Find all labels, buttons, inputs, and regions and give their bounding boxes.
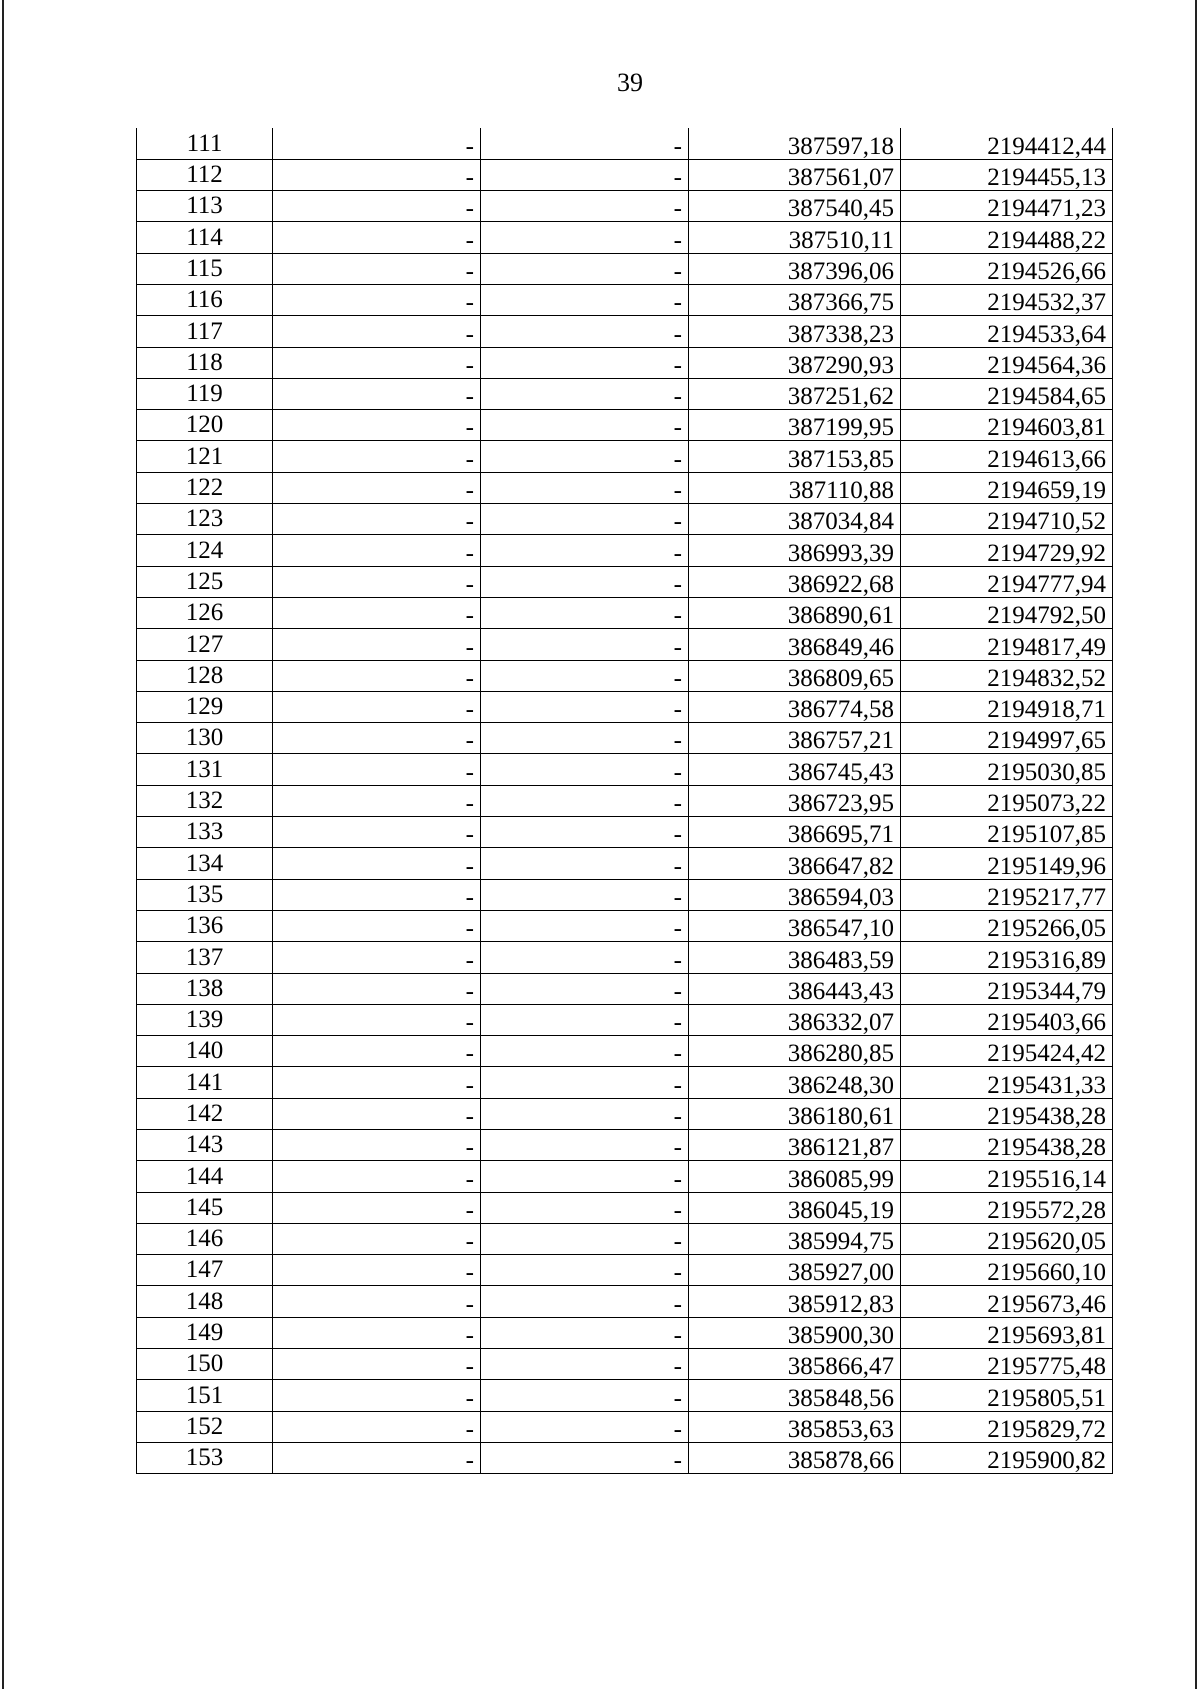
x-coordinate-cell: 385866,47 xyxy=(689,1349,901,1380)
point-number-cell: 133 xyxy=(137,817,273,848)
x-coordinate-cell: 386757,21 xyxy=(689,723,901,754)
x-coordinate-cell: 387597,18 xyxy=(689,128,901,159)
point-number-cell: 135 xyxy=(137,879,273,910)
table-row xyxy=(137,660,1113,691)
table-row xyxy=(137,472,1113,503)
table-row xyxy=(137,754,1113,785)
x-coordinate-cell: 386280,85 xyxy=(689,1036,901,1067)
table-row xyxy=(137,1349,1113,1380)
x-coordinate-cell: 386695,71 xyxy=(689,817,901,848)
x-coordinate-cell: 387366,75 xyxy=(689,284,901,315)
x-coordinate-cell: 386085,99 xyxy=(689,1161,901,1192)
empty-value-cell-2: - xyxy=(481,128,689,159)
table-row xyxy=(137,1442,1113,1473)
table-row xyxy=(137,1380,1113,1411)
empty-value-cell-2: - xyxy=(481,1349,689,1380)
y-coordinate-cell: 2195572,28 xyxy=(901,1192,1113,1223)
table-row xyxy=(137,848,1113,879)
empty-value-cell-2: - xyxy=(481,441,689,472)
point-number-cell: 120 xyxy=(137,410,273,441)
table-row xyxy=(137,222,1113,253)
empty-value-cell-2: - xyxy=(481,629,689,660)
empty-value-cell-2: - xyxy=(481,1161,689,1192)
point-number-cell: 150 xyxy=(137,1349,273,1380)
table-row xyxy=(137,629,1113,660)
point-number-cell: 117 xyxy=(137,316,273,347)
point-number-cell: 151 xyxy=(137,1380,273,1411)
y-coordinate-cell: 2195516,14 xyxy=(901,1161,1113,1192)
empty-value-cell-2: - xyxy=(481,284,689,315)
y-coordinate-cell: 2194471,23 xyxy=(901,191,1113,222)
y-coordinate-cell: 2194817,49 xyxy=(901,629,1113,660)
y-coordinate-cell: 2195424,42 xyxy=(901,1036,1113,1067)
empty-value-cell-2: - xyxy=(481,191,689,222)
x-coordinate-cell: 386774,58 xyxy=(689,691,901,722)
y-coordinate-cell: 2195438,28 xyxy=(901,1130,1113,1161)
empty-value-cell-1: - xyxy=(273,284,481,315)
y-coordinate-cell: 2195431,33 xyxy=(901,1067,1113,1098)
point-number-cell: 143 xyxy=(137,1130,273,1161)
x-coordinate-cell: 386443,43 xyxy=(689,973,901,1004)
table-row xyxy=(137,597,1113,628)
x-coordinate-cell: 386849,46 xyxy=(689,629,901,660)
point-number-cell: 136 xyxy=(137,910,273,941)
empty-value-cell-1: - xyxy=(273,1380,481,1411)
table-row xyxy=(137,284,1113,315)
empty-value-cell-1: - xyxy=(273,848,481,879)
y-coordinate-cell: 2194532,37 xyxy=(901,284,1113,315)
point-number-cell: 139 xyxy=(137,1004,273,1035)
empty-value-cell-2: - xyxy=(481,410,689,441)
empty-value-cell-1: - xyxy=(273,910,481,941)
empty-value-cell-1: - xyxy=(273,1442,481,1473)
empty-value-cell-2: - xyxy=(481,848,689,879)
empty-value-cell-2: - xyxy=(481,222,689,253)
empty-value-cell-1: - xyxy=(273,691,481,722)
empty-value-cell-1: - xyxy=(273,1317,481,1348)
table-row xyxy=(137,1098,1113,1129)
table-row xyxy=(137,910,1113,941)
empty-value-cell-1: - xyxy=(273,504,481,535)
empty-value-cell-2: - xyxy=(481,1411,689,1442)
y-coordinate-cell: 2194603,81 xyxy=(901,410,1113,441)
point-number-cell: 140 xyxy=(137,1036,273,1067)
y-coordinate-cell: 2194729,92 xyxy=(901,535,1113,566)
point-number-cell: 118 xyxy=(137,347,273,378)
x-coordinate-cell: 386809,65 xyxy=(689,660,901,691)
empty-value-cell-1: - xyxy=(273,973,481,1004)
y-coordinate-cell: 2194564,36 xyxy=(901,347,1113,378)
table-row xyxy=(137,1255,1113,1286)
point-number-cell: 153 xyxy=(137,1442,273,1473)
y-coordinate-cell: 2194584,65 xyxy=(901,378,1113,409)
point-number-cell: 152 xyxy=(137,1411,273,1442)
point-number-cell: 134 xyxy=(137,848,273,879)
y-coordinate-cell: 2195403,66 xyxy=(901,1004,1113,1035)
y-coordinate-cell: 2195693,81 xyxy=(901,1317,1113,1348)
page-border-left xyxy=(2,0,4,1689)
x-coordinate-cell: 386483,59 xyxy=(689,942,901,973)
empty-value-cell-2: - xyxy=(481,1380,689,1411)
x-coordinate-cell: 385900,30 xyxy=(689,1317,901,1348)
x-coordinate-cell: 387034,84 xyxy=(689,504,901,535)
empty-value-cell-1: - xyxy=(273,566,481,597)
x-coordinate-cell: 387251,62 xyxy=(689,378,901,409)
y-coordinate-cell: 2194832,52 xyxy=(901,660,1113,691)
y-coordinate-cell: 2194488,22 xyxy=(901,222,1113,253)
empty-value-cell-1: - xyxy=(273,1286,481,1317)
table-row xyxy=(137,535,1113,566)
y-coordinate-cell: 2194710,52 xyxy=(901,504,1113,535)
empty-value-cell-2: - xyxy=(481,504,689,535)
y-coordinate-cell: 2195829,72 xyxy=(901,1411,1113,1442)
point-number-cell: 142 xyxy=(137,1098,273,1129)
table-row xyxy=(137,378,1113,409)
x-coordinate-cell: 386922,68 xyxy=(689,566,901,597)
empty-value-cell-2: - xyxy=(481,1067,689,1098)
x-coordinate-cell: 387510,11 xyxy=(689,222,901,253)
x-coordinate-cell: 386248,30 xyxy=(689,1067,901,1098)
x-coordinate-cell: 386723,95 xyxy=(689,785,901,816)
x-coordinate-cell: 387153,85 xyxy=(689,441,901,472)
point-number-cell: 126 xyxy=(137,597,273,628)
empty-value-cell-1: - xyxy=(273,347,481,378)
y-coordinate-cell: 2194659,19 xyxy=(901,472,1113,503)
table-row xyxy=(137,1286,1113,1317)
empty-value-cell-1: - xyxy=(273,597,481,628)
point-number-cell: 137 xyxy=(137,942,273,973)
x-coordinate-cell: 387561,07 xyxy=(689,159,901,190)
y-coordinate-cell: 2195805,51 xyxy=(901,1380,1113,1411)
x-coordinate-cell: 386647,82 xyxy=(689,848,901,879)
y-coordinate-cell: 2194997,65 xyxy=(901,723,1113,754)
table-row xyxy=(137,1067,1113,1098)
empty-value-cell-1: - xyxy=(273,1192,481,1223)
point-number-cell: 145 xyxy=(137,1192,273,1223)
empty-value-cell-2: - xyxy=(481,378,689,409)
point-number-cell: 127 xyxy=(137,629,273,660)
empty-value-cell-2: - xyxy=(481,535,689,566)
y-coordinate-cell: 2195266,05 xyxy=(901,910,1113,941)
empty-value-cell-2: - xyxy=(481,472,689,503)
empty-value-cell-2: - xyxy=(481,1255,689,1286)
x-coordinate-cell: 387290,93 xyxy=(689,347,901,378)
empty-value-cell-1: - xyxy=(273,441,481,472)
point-number-cell: 111 xyxy=(137,128,273,159)
table-row xyxy=(137,316,1113,347)
empty-value-cell-1: - xyxy=(273,1411,481,1442)
y-coordinate-cell: 2195217,77 xyxy=(901,879,1113,910)
empty-value-cell-2: - xyxy=(481,347,689,378)
point-number-cell: 147 xyxy=(137,1255,273,1286)
point-number-cell: 141 xyxy=(137,1067,273,1098)
table-row xyxy=(137,191,1113,222)
table-row xyxy=(137,1004,1113,1035)
x-coordinate-cell: 385848,56 xyxy=(689,1380,901,1411)
x-coordinate-cell: 386045,19 xyxy=(689,1192,901,1223)
empty-value-cell-1: - xyxy=(273,785,481,816)
x-coordinate-cell: 385927,00 xyxy=(689,1255,901,1286)
x-coordinate-cell: 386745,43 xyxy=(689,754,901,785)
empty-value-cell-2: - xyxy=(481,723,689,754)
empty-value-cell-2: - xyxy=(481,316,689,347)
page-border-right xyxy=(1195,0,1197,1689)
point-number-cell: 122 xyxy=(137,472,273,503)
table-row xyxy=(137,1036,1113,1067)
empty-value-cell-1: - xyxy=(273,222,481,253)
empty-value-cell-1: - xyxy=(273,660,481,691)
empty-value-cell-2: - xyxy=(481,159,689,190)
y-coordinate-cell: 2195030,85 xyxy=(901,754,1113,785)
x-coordinate-cell: 385994,75 xyxy=(689,1223,901,1254)
empty-value-cell-2: - xyxy=(481,973,689,1004)
y-coordinate-cell: 2194526,66 xyxy=(901,253,1113,284)
table-row xyxy=(137,159,1113,190)
x-coordinate-cell: 386547,10 xyxy=(689,910,901,941)
x-coordinate-cell: 386180,61 xyxy=(689,1098,901,1129)
x-coordinate-cell: 386594,03 xyxy=(689,879,901,910)
y-coordinate-cell: 2195316,89 xyxy=(901,942,1113,973)
empty-value-cell-2: - xyxy=(481,817,689,848)
empty-value-cell-1: - xyxy=(273,1098,481,1129)
empty-value-cell-1: - xyxy=(273,159,481,190)
table-row xyxy=(137,504,1113,535)
x-coordinate-cell: 387396,06 xyxy=(689,253,901,284)
empty-value-cell-2: - xyxy=(481,1317,689,1348)
empty-value-cell-2: - xyxy=(481,879,689,910)
point-number-cell: 144 xyxy=(137,1161,273,1192)
table-row xyxy=(137,723,1113,754)
y-coordinate-cell: 2195900,82 xyxy=(901,1442,1113,1473)
x-coordinate-cell: 385912,83 xyxy=(689,1286,901,1317)
empty-value-cell-1: - xyxy=(273,1255,481,1286)
empty-value-cell-2: - xyxy=(481,1192,689,1223)
empty-value-cell-1: - xyxy=(273,316,481,347)
x-coordinate-cell: 386332,07 xyxy=(689,1004,901,1035)
empty-value-cell-2: - xyxy=(481,910,689,941)
table-row xyxy=(137,566,1113,597)
table-row xyxy=(137,973,1113,1004)
point-number-cell: 123 xyxy=(137,504,273,535)
empty-value-cell-2: - xyxy=(481,1036,689,1067)
point-number-cell: 148 xyxy=(137,1286,273,1317)
x-coordinate-cell: 387199,95 xyxy=(689,410,901,441)
point-number-cell: 138 xyxy=(137,973,273,1004)
table-row xyxy=(137,1192,1113,1223)
y-coordinate-cell: 2195149,96 xyxy=(901,848,1113,879)
table-row xyxy=(137,441,1113,472)
table-row xyxy=(137,1411,1113,1442)
empty-value-cell-2: - xyxy=(481,660,689,691)
y-coordinate-cell: 2195073,22 xyxy=(901,785,1113,816)
empty-value-cell-1: - xyxy=(273,472,481,503)
empty-value-cell-2: - xyxy=(481,1004,689,1035)
x-coordinate-cell: 387540,45 xyxy=(689,191,901,222)
table-row xyxy=(137,1223,1113,1254)
x-coordinate-cell: 386993,39 xyxy=(689,535,901,566)
point-number-cell: 115 xyxy=(137,253,273,284)
table-row xyxy=(137,253,1113,284)
table-row xyxy=(137,1161,1113,1192)
x-coordinate-cell: 386890,61 xyxy=(689,597,901,628)
empty-value-cell-1: - xyxy=(273,629,481,660)
x-coordinate-cell: 385853,63 xyxy=(689,1411,901,1442)
y-coordinate-cell: 2194533,64 xyxy=(901,316,1113,347)
y-coordinate-cell: 2194412,44 xyxy=(901,128,1113,159)
table-row xyxy=(137,128,1113,159)
x-coordinate-cell: 386121,87 xyxy=(689,1130,901,1161)
x-coordinate-cell: 385878,66 xyxy=(689,1442,901,1473)
table-row xyxy=(137,347,1113,378)
point-number-cell: 113 xyxy=(137,191,273,222)
table-row xyxy=(137,691,1113,722)
empty-value-cell-1: - xyxy=(273,410,481,441)
coordinates-table-body xyxy=(137,128,1113,1474)
empty-value-cell-1: - xyxy=(273,817,481,848)
y-coordinate-cell: 2195107,85 xyxy=(901,817,1113,848)
empty-value-cell-1: - xyxy=(273,1036,481,1067)
page-number: 39 xyxy=(617,68,643,97)
empty-value-cell-1: - xyxy=(273,723,481,754)
empty-value-cell-2: - xyxy=(481,785,689,816)
y-coordinate-cell: 2195673,46 xyxy=(901,1286,1113,1317)
point-number-cell: 125 xyxy=(137,566,273,597)
empty-value-cell-2: - xyxy=(481,566,689,597)
point-number-cell: 132 xyxy=(137,785,273,816)
coordinates-table-container xyxy=(136,128,1112,1474)
point-number-cell: 114 xyxy=(137,222,273,253)
empty-value-cell-2: - xyxy=(481,691,689,722)
y-coordinate-cell: 2195775,48 xyxy=(901,1349,1113,1380)
table-row xyxy=(137,817,1113,848)
empty-value-cell-2: - xyxy=(481,754,689,785)
coordinates-table xyxy=(136,128,1113,1474)
empty-value-cell-2: - xyxy=(481,1223,689,1254)
table-row xyxy=(137,785,1113,816)
point-number-cell: 121 xyxy=(137,441,273,472)
point-number-cell: 128 xyxy=(137,660,273,691)
empty-value-cell-2: - xyxy=(481,1098,689,1129)
empty-value-cell-2: - xyxy=(481,597,689,628)
y-coordinate-cell: 2194455,13 xyxy=(901,159,1113,190)
empty-value-cell-1: - xyxy=(273,1161,481,1192)
point-number-cell: 112 xyxy=(137,159,273,190)
table-row xyxy=(137,410,1113,441)
empty-value-cell-2: - xyxy=(481,1286,689,1317)
point-number-cell: 119 xyxy=(137,378,273,409)
empty-value-cell-1: - xyxy=(273,1130,481,1161)
y-coordinate-cell: 2194918,71 xyxy=(901,691,1113,722)
empty-value-cell-2: - xyxy=(481,1130,689,1161)
x-coordinate-cell: 387110,88 xyxy=(689,472,901,503)
point-number-cell: 116 xyxy=(137,284,273,315)
point-number-cell: 146 xyxy=(137,1223,273,1254)
point-number-cell: 124 xyxy=(137,535,273,566)
empty-value-cell-1: - xyxy=(273,1349,481,1380)
y-coordinate-cell: 2195620,05 xyxy=(901,1223,1113,1254)
table-row xyxy=(137,1317,1113,1348)
table-row xyxy=(137,879,1113,910)
empty-value-cell-2: - xyxy=(481,1442,689,1473)
empty-value-cell-1: - xyxy=(273,942,481,973)
empty-value-cell-1: - xyxy=(273,879,481,910)
empty-value-cell-1: - xyxy=(273,378,481,409)
y-coordinate-cell: 2194792,50 xyxy=(901,597,1113,628)
empty-value-cell-1: - xyxy=(273,1004,481,1035)
y-coordinate-cell: 2195438,28 xyxy=(901,1098,1113,1129)
empty-value-cell-1: - xyxy=(273,128,481,159)
point-number-cell: 129 xyxy=(137,691,273,722)
y-coordinate-cell: 2195344,79 xyxy=(901,973,1113,1004)
point-number-cell: 149 xyxy=(137,1317,273,1348)
y-coordinate-cell: 2194777,94 xyxy=(901,566,1113,597)
point-number-cell: 130 xyxy=(137,723,273,754)
table-row xyxy=(137,942,1113,973)
empty-value-cell-2: - xyxy=(481,253,689,284)
table-row xyxy=(137,1130,1113,1161)
empty-value-cell-1: - xyxy=(273,1223,481,1254)
empty-value-cell-2: - xyxy=(481,942,689,973)
point-number-cell: 131 xyxy=(137,754,273,785)
empty-value-cell-1: - xyxy=(273,1067,481,1098)
empty-value-cell-1: - xyxy=(273,253,481,284)
empty-value-cell-1: - xyxy=(273,754,481,785)
y-coordinate-cell: 2194613,66 xyxy=(901,441,1113,472)
empty-value-cell-1: - xyxy=(273,191,481,222)
y-coordinate-cell: 2195660,10 xyxy=(901,1255,1113,1286)
x-coordinate-cell: 387338,23 xyxy=(689,316,901,347)
empty-value-cell-1: - xyxy=(273,535,481,566)
